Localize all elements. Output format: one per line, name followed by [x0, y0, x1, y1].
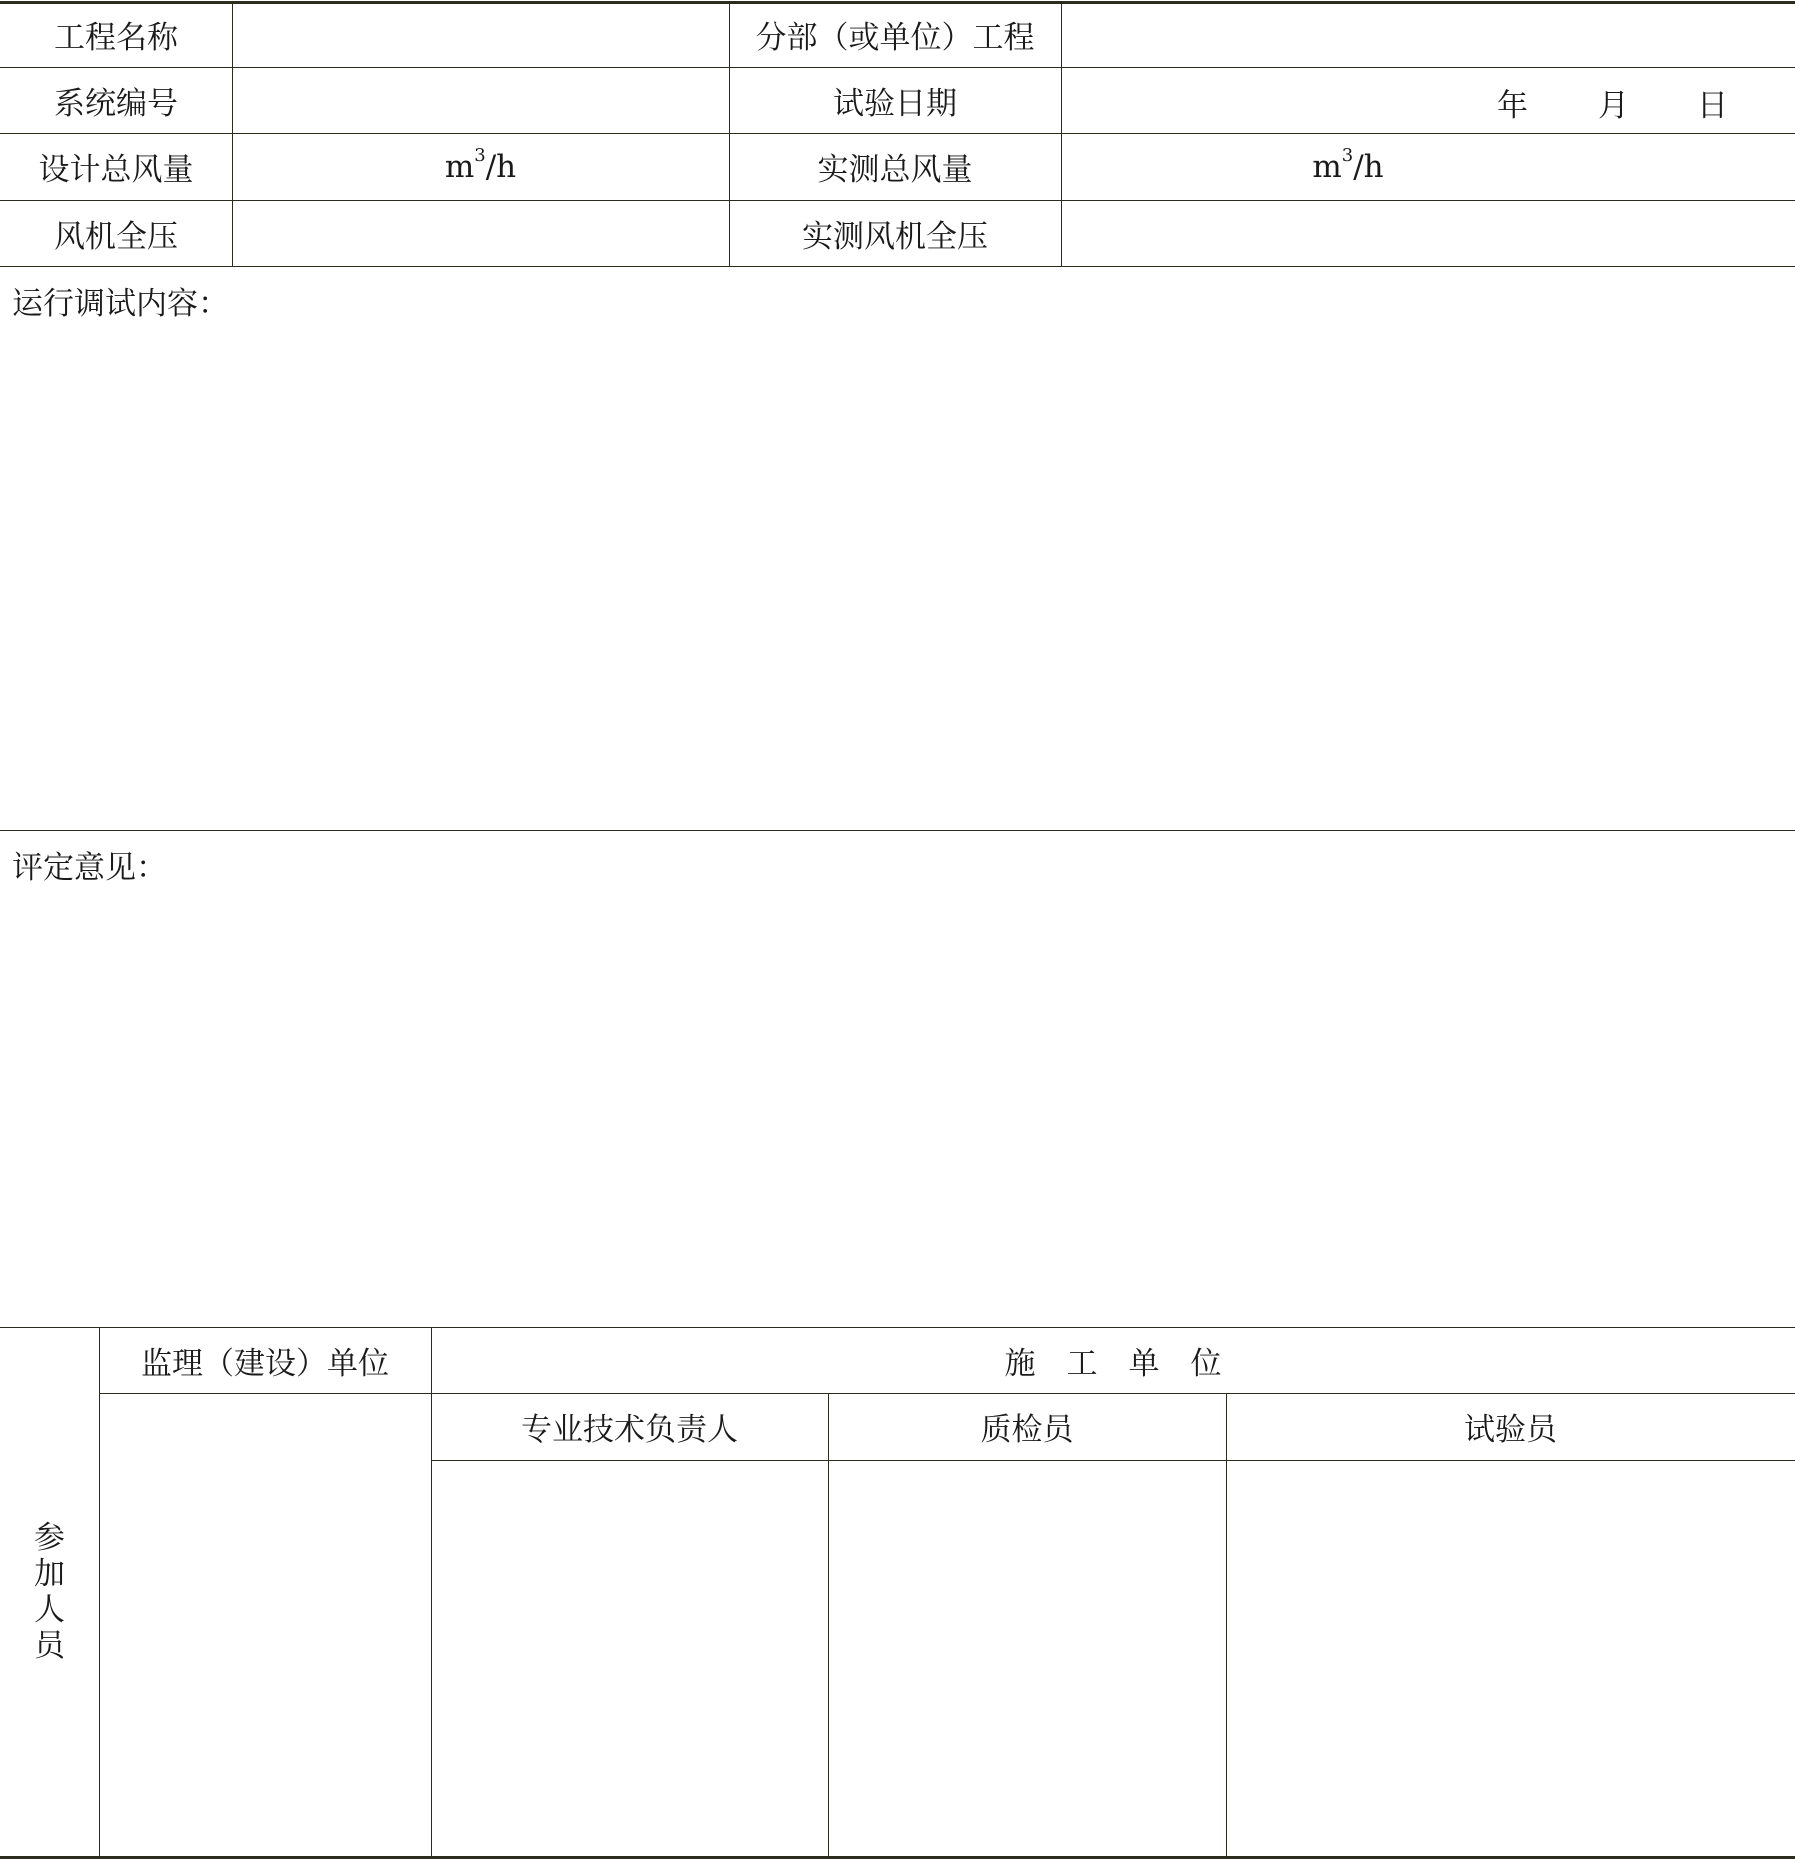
supervision-unit-label: 监理（建设）单位 — [141, 1345, 389, 1382]
tester-signature-area[interactable] — [1226, 1460, 1795, 1856]
test-date-label: 试验日期 — [833, 85, 957, 122]
content-section-label: 运行调试内容： — [12, 285, 229, 322]
rule-row4 — [0, 266, 1795, 267]
measured-fan-pressure-value[interactable] — [1061, 200, 1795, 266]
opinion-section-body[interactable] — [0, 894, 1795, 1322]
design-airflow-unit: $m^3/h$ — [444, 145, 517, 185]
fan-pressure-label: 风机全压 — [54, 218, 178, 255]
content-section-body[interactable] — [0, 330, 1795, 825]
date-month: 月 — [1598, 88, 1629, 124]
rule-bottom — [0, 1856, 1795, 1859]
supervision-signature-area[interactable] — [99, 1393, 431, 1856]
role-quality-inspector: 质检员 — [980, 1412, 1074, 1448]
participants-side-label: 参 加 人 员 — [34, 1520, 65, 1664]
measured-fan-pressure-label: 实测风机全压 — [802, 218, 988, 255]
technical-lead-signature-area[interactable] — [431, 1460, 828, 1856]
opinion-section-label: 评定意见： — [12, 849, 167, 886]
sub-project-value[interactable] — [1061, 1, 1795, 67]
quality-inspector-signature-area[interactable] — [828, 1460, 1226, 1856]
role-technical-lead: 专业技术负责人 — [521, 1412, 738, 1448]
measured-airflow-value[interactable] — [1061, 133, 1795, 200]
system-number-value[interactable] — [232, 67, 729, 133]
measured-airflow-unit: $m^3/h$ — [1312, 145, 1384, 185]
rule-content-end — [0, 830, 1795, 831]
system-number-label: 系统编号 — [54, 85, 178, 122]
sub-project-label: 分部（或单位）工程 — [755, 19, 1035, 56]
test-date-value[interactable] — [1061, 67, 1795, 133]
project-name-label: 工程名称 — [54, 19, 178, 56]
project-name-value[interactable] — [232, 1, 729, 67]
construction-unit-label: 施 工 单 位 — [1004, 1345, 1222, 1382]
design-airflow-value[interactable] — [232, 133, 729, 200]
design-airflow-label: 设计总风量 — [38, 152, 194, 188]
fan-pressure-value[interactable] — [232, 200, 729, 266]
date-year: 年 — [1497, 88, 1528, 124]
role-tester: 试验员 — [1464, 1412, 1557, 1448]
measured-airflow-label: 实测总风量 — [817, 152, 973, 188]
date-day: 日 — [1697, 88, 1728, 124]
